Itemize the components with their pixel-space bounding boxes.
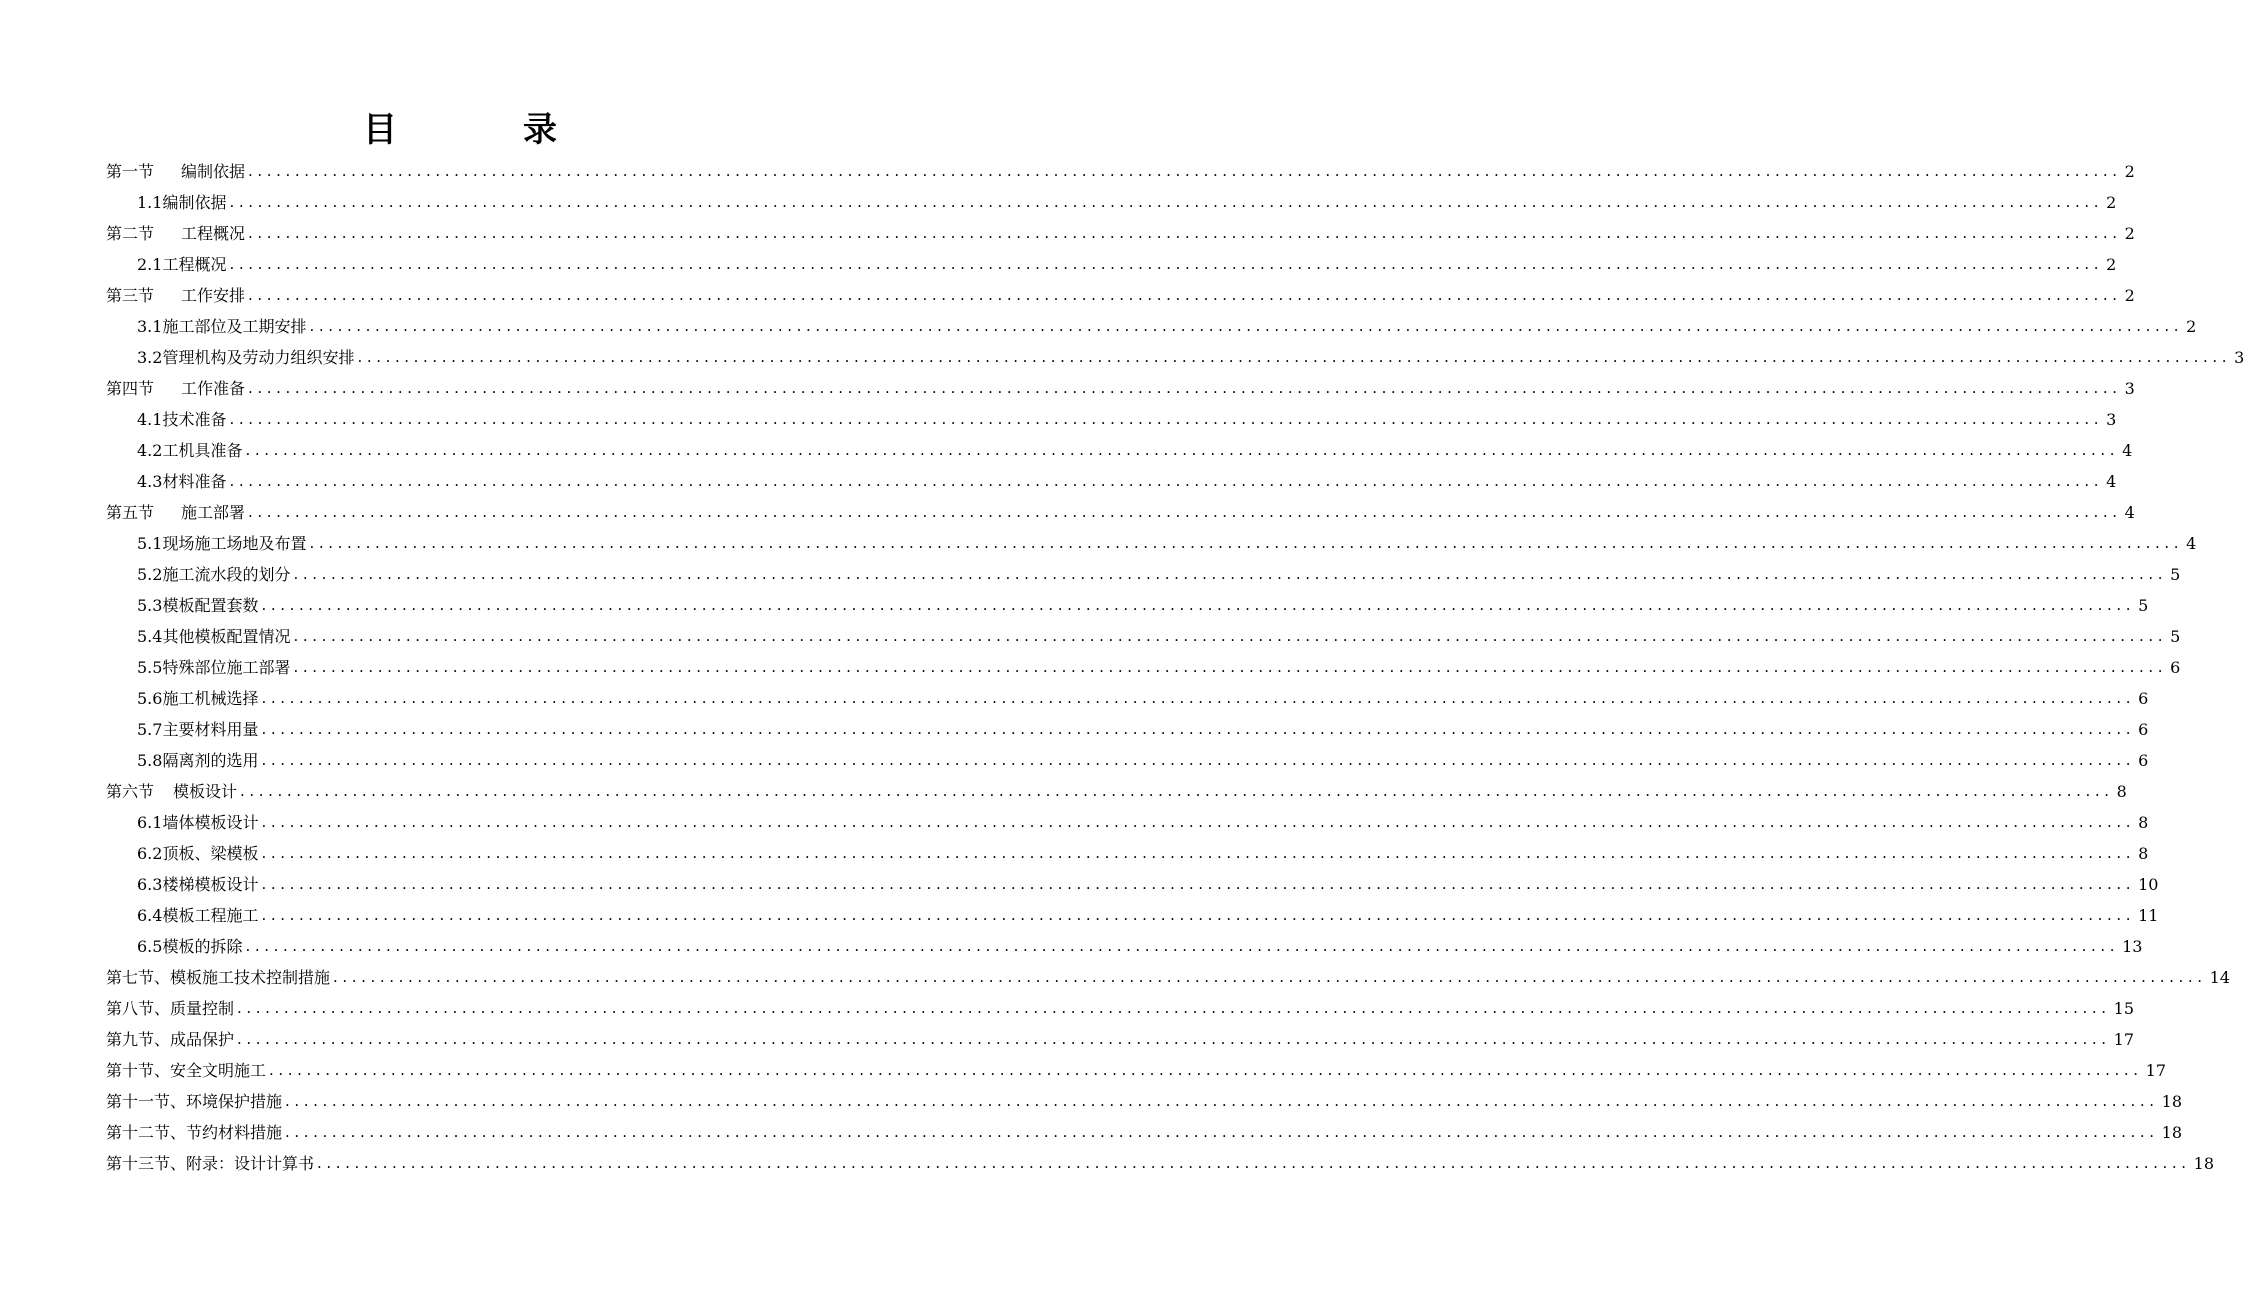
toc-entry-text: 质量控制	[170, 999, 235, 1018]
toc-entry-text: 安全文明施工	[170, 1061, 267, 1080]
toc-entry-number: 第八节、	[106, 999, 171, 1018]
toc-entry-label	[137, 869, 258, 900]
toc-dot-leader: ........................................................................................................................................................................................................	[309, 317, 2184, 335]
toc-entry[interactable]	[106, 156, 2135, 187]
toc-dot-leader: ........................................................................................................................................................................................................	[237, 999, 2111, 1017]
toc-entry-label	[137, 559, 290, 590]
toc-entry-label	[137, 652, 290, 683]
toc-entry-label	[137, 435, 242, 466]
toc-page-number: 13	[2122, 937, 2143, 956]
toc-entry-label	[137, 466, 226, 497]
toc-entry-label	[137, 311, 306, 342]
toc-dot-leader: ........................................................................................................................................................................................................	[245, 441, 2120, 459]
toc-entry-number: 5.4	[137, 627, 163, 646]
toc-page-number: 3	[2106, 410, 2117, 429]
toc-entry-text: 主要材料用量	[162, 720, 259, 739]
toc-page-number: 6	[2138, 689, 2149, 708]
toc-page-number: 8	[2138, 813, 2149, 832]
toc-entry-text: 编制依据	[162, 193, 227, 212]
toc-entry-number: 第三节	[106, 286, 155, 305]
toc-entry-text: 工程概况	[181, 224, 246, 243]
toc-entry-number: 第一节	[106, 162, 155, 181]
toc-entry-text: 节约材料措施	[186, 1123, 283, 1142]
toc-entry-text: 附录：设计计算书	[186, 1154, 315, 1173]
toc-dot-leader: ........................................................................................................................................................................................................	[269, 1061, 2143, 1079]
toc-entry-number: 第六节	[106, 782, 155, 801]
toc-entry[interactable]	[106, 435, 2133, 466]
toc-entry-label	[106, 962, 330, 993]
toc-entry-label	[106, 776, 237, 807]
toc-entry-label	[106, 218, 245, 249]
toc-entry-text: 模板工程施工	[162, 906, 259, 925]
toc-entry-number: 第十二节、	[106, 1123, 187, 1142]
toc-page-number: 5	[2170, 627, 2181, 646]
toc-entry-number: 6.5	[137, 937, 163, 956]
toc-entry-number: 1.1	[137, 193, 163, 212]
toc-entry[interactable]	[106, 404, 2117, 435]
toc-dot-leader: ........................................................................................................................................................................................................	[245, 937, 2120, 955]
toc-entry[interactable]	[106, 497, 2135, 528]
toc-entry-label	[106, 280, 245, 311]
toc-entry-text: 施工流水段的划分	[162, 565, 291, 584]
toc-dot-leader: ........................................................................................................................................................................................................	[237, 1030, 2111, 1048]
toc-entry[interactable]	[106, 652, 2181, 683]
toc-page-number: 18	[2161, 1092, 2183, 1111]
toc-dot-leader: ........................................................................................................................................................................................................	[293, 627, 2168, 645]
toc-entry-label	[137, 528, 306, 559]
toc-entry[interactable]	[106, 621, 2181, 652]
toc-entry-number: 3.1	[137, 317, 163, 336]
toc-entry[interactable]	[106, 466, 2117, 497]
toc-page-number: 6	[2138, 720, 2149, 739]
toc-entry-number: 第十一节、	[106, 1092, 187, 1111]
page-title: 目 录	[363, 110, 603, 150]
toc-entry[interactable]	[106, 342, 2244, 373]
toc-entry[interactable]	[106, 931, 2143, 962]
toc-dot-leader: ........................................................................................................................................................................................................	[293, 565, 2168, 583]
toc-dot-leader: ........................................................................................................................................................................................................	[229, 255, 2104, 273]
toc-entry-label	[137, 931, 242, 962]
toc-entry-number: 第五节	[106, 503, 155, 522]
toc-entry[interactable]	[106, 776, 2127, 807]
toc-dot-leader: ........................................................................................................................................................................................................	[293, 658, 2168, 676]
toc-page-number: 11	[2138, 906, 2159, 925]
toc-page-number: 5	[2138, 596, 2149, 615]
toc-entry[interactable]	[106, 962, 2231, 993]
toc-page-number: 2	[2186, 317, 2197, 336]
toc-entry-label	[137, 807, 258, 838]
toc-entry-number: 第四节	[106, 379, 155, 398]
toc-entry-text: 管理机构及劳动力组织安排	[162, 348, 355, 367]
toc-entry-number: 2.1	[137, 255, 163, 274]
toc-page-number: 2	[2106, 255, 2117, 274]
toc-page-number: 17	[2113, 1030, 2135, 1049]
toc-entry[interactable]	[106, 869, 2159, 900]
toc-entry-label	[106, 373, 245, 404]
toc-dot-leader: ........................................................................................................................................................................................................	[261, 596, 2136, 614]
toc-entry-text: 模板配置套数	[162, 596, 259, 615]
toc-dot-leader: ........................................................................................................................................................................................................	[261, 720, 2136, 738]
toc-entry-text: 施工部署	[181, 503, 246, 522]
toc-entry[interactable]	[106, 218, 2135, 249]
toc-page-number: 2	[2124, 162, 2135, 181]
toc-entry-label	[106, 1086, 282, 1117]
toc-entry-label	[137, 342, 354, 373]
toc-entry[interactable]	[106, 900, 2159, 931]
toc-entry-number: 5.2	[137, 565, 163, 584]
toc-dot-leader: ........................................................................................................................................................................................................	[240, 782, 2114, 800]
toc-entry-number: 3.2	[137, 348, 163, 367]
toc-entry[interactable]	[106, 745, 2149, 776]
toc-entry[interactable]	[106, 683, 2149, 714]
toc-entry[interactable]	[106, 714, 2149, 745]
toc-entry-number: 5.3	[137, 596, 163, 615]
toc-entry-text: 材料准备	[162, 472, 227, 491]
toc-dot-leader: ........................................................................................................................................................................................................	[261, 751, 2136, 769]
toc-dot-leader: ........................................................................................................................................................................................................	[261, 813, 2136, 831]
toc-dot-leader: ........................................................................................................................................................................................................	[261, 689, 2136, 707]
toc-dot-leader: ........................................................................................................................................................................................................	[317, 1154, 2191, 1172]
toc-page-number: 3	[2234, 348, 2244, 367]
toc-entry-number: 5.8	[137, 751, 163, 770]
toc-entry-text: 成品保护	[170, 1030, 235, 1049]
toc-entry-number: 5.5	[137, 658, 163, 677]
toc-entry[interactable]	[106, 590, 2149, 621]
toc-dot-leader: ........................................................................................................................................................................................................	[248, 286, 2122, 304]
toc-entry-number: 第十三节、	[106, 1154, 187, 1173]
toc-entry-number: 第二节	[106, 224, 155, 243]
toc-entry-number: 6.3	[137, 875, 163, 894]
toc-page-number: 18	[2193, 1154, 2215, 1173]
toc-entry-text: 模板施工技术控制措施	[170, 968, 331, 987]
toc-entry[interactable]	[106, 1148, 2215, 1179]
toc-entry-label	[137, 249, 226, 280]
toc-entry-text: 其他模板配置情况	[162, 627, 291, 646]
toc-page-number: 3	[2124, 379, 2135, 398]
toc-page-number: 4	[2124, 503, 2135, 522]
toc-entry-text: 编制依据	[181, 162, 246, 181]
toc-entry-text: 施工机械选择	[162, 689, 259, 708]
toc-entry-text: 隔离剂的选用	[162, 751, 259, 770]
toc-entry-label	[106, 156, 245, 187]
toc-entry-text: 工机具准备	[162, 441, 243, 460]
toc-dot-leader: ........................................................................................................................................................................................................	[261, 906, 2136, 924]
toc-entry-label	[106, 1117, 282, 1148]
toc-entry-text: 技术准备	[162, 410, 227, 429]
toc-entry-text: 模板设计	[173, 782, 238, 801]
toc-entry-text: 施工部位及工期安排	[162, 317, 307, 336]
toc-entry-number: 第七节、	[106, 968, 171, 987]
toc-entry[interactable]	[106, 559, 2181, 590]
toc-entry[interactable]	[106, 528, 2197, 559]
toc-dot-leader: ........................................................................................................................................................................................................	[285, 1092, 2159, 1110]
toc-page-number: 2	[2106, 193, 2117, 212]
toc-entry-text: 工作准备	[181, 379, 246, 398]
toc-entry-label	[106, 497, 245, 528]
toc-entry-label	[106, 1055, 266, 1086]
toc-entry-text: 墙体模板设计	[162, 813, 259, 832]
toc-page-number: 2	[2124, 286, 2135, 305]
toc-page-number: 4	[2106, 472, 2117, 491]
toc-page-number: 5	[2170, 565, 2181, 584]
toc-entry-number: 5.6	[137, 689, 163, 708]
toc-entry[interactable]	[106, 993, 2135, 1024]
toc-entry-number: 6.2	[137, 844, 163, 863]
toc-entry[interactable]	[106, 1055, 2167, 1086]
toc-page-number: 10	[2138, 875, 2159, 894]
toc-entry-text: 环境保护措施	[186, 1092, 283, 1111]
table-of-contents	[106, 156, 2244, 1179]
toc-entry-label	[106, 1024, 234, 1055]
toc-entry-number: 6.1	[137, 813, 163, 832]
toc-entry-label	[106, 1148, 314, 1179]
toc-entry-number: 4.2	[137, 441, 163, 460]
toc-dot-leader: ........................................................................................................................................................................................................	[261, 844, 2136, 862]
toc-entry-label	[137, 404, 226, 435]
toc-entry-number: 第九节、	[106, 1030, 171, 1049]
toc-entry-label	[137, 714, 258, 745]
toc-entry[interactable]	[106, 807, 2149, 838]
toc-entry-number: 第十节、	[106, 1061, 171, 1080]
toc-dot-leader: ........................................................................................................................................................................................................	[229, 193, 2104, 211]
toc-entry-number: 4.3	[137, 472, 163, 491]
toc-page-number: 15	[2113, 999, 2135, 1018]
toc-dot-leader: ........................................................................................................................................................................................................	[248, 224, 2122, 242]
toc-dot-leader: ........................................................................................................................................................................................................	[229, 472, 2104, 490]
toc-dot-leader: ........................................................................................................................................................................................................	[333, 968, 2207, 986]
toc-dot-leader: ........................................................................................................................................................................................................	[309, 534, 2184, 552]
toc-entry-text: 工程概况	[162, 255, 227, 274]
toc-dot-leader: ........................................................................................................................................................................................................	[248, 503, 2122, 521]
toc-page-number: 6	[2138, 751, 2149, 770]
toc-dot-leader: ........................................................................................................................................................................................................	[285, 1123, 2159, 1141]
toc-page-number: 18	[2161, 1123, 2183, 1142]
toc-page-number: 17	[2145, 1061, 2167, 1080]
toc-entry[interactable]	[106, 280, 2135, 311]
toc-entry-text: 现场施工场地及布置	[162, 534, 307, 553]
toc-dot-leader: ........................................................................................................................................................................................................	[229, 410, 2104, 428]
toc-dot-leader: ........................................................................................................................................................................................................	[248, 379, 2122, 397]
toc-entry[interactable]	[106, 1086, 2183, 1117]
toc-page-number: 6	[2170, 658, 2181, 677]
toc-entry[interactable]	[106, 373, 2135, 404]
toc-entry[interactable]	[106, 187, 2117, 218]
toc-page-number: 8	[2116, 782, 2127, 801]
toc-page-number: 14	[2209, 968, 2231, 987]
toc-entry-label	[137, 745, 258, 776]
toc-entry-text: 顶板、梁模板	[162, 844, 259, 863]
toc-entry-label	[137, 621, 290, 652]
toc-dot-leader: ........................................................................................................................................................................................................	[261, 875, 2136, 893]
toc-dot-leader: ........................................................................................................................................................................................................	[248, 162, 2122, 180]
toc-entry-number: 5.1	[137, 534, 163, 553]
toc-entry-number: 4.1	[137, 410, 163, 429]
toc-entry[interactable]	[106, 249, 2117, 280]
toc-page-number: 8	[2138, 844, 2149, 863]
toc-entry-text: 模板的拆除	[162, 937, 243, 956]
toc-page-number: 4	[2186, 534, 2197, 553]
toc-entry-text: 特殊部位施工部署	[162, 658, 291, 677]
toc-entry-label	[137, 900, 258, 931]
toc-entry-number: 6.4	[137, 906, 163, 925]
toc-entry-label	[137, 838, 258, 869]
toc-page-number: 2	[2124, 224, 2135, 243]
toc-entry-label	[137, 683, 258, 714]
toc-entry-label	[106, 993, 234, 1024]
toc-entry[interactable]	[106, 1024, 2135, 1055]
toc-page-number: 4	[2122, 441, 2133, 460]
toc-entry-label	[137, 187, 226, 218]
toc-entry-text: 楼梯模板设计	[162, 875, 259, 894]
toc-entry[interactable]	[106, 838, 2149, 869]
toc-dot-leader: ........................................................................................................................................................................................................	[357, 348, 2232, 366]
toc-entry-text: 工作安排	[181, 286, 246, 305]
toc-entry[interactable]	[106, 1117, 2183, 1148]
toc-entry-number: 5.7	[137, 720, 163, 739]
toc-entry[interactable]	[106, 311, 2197, 342]
toc-entry-label	[137, 590, 258, 621]
